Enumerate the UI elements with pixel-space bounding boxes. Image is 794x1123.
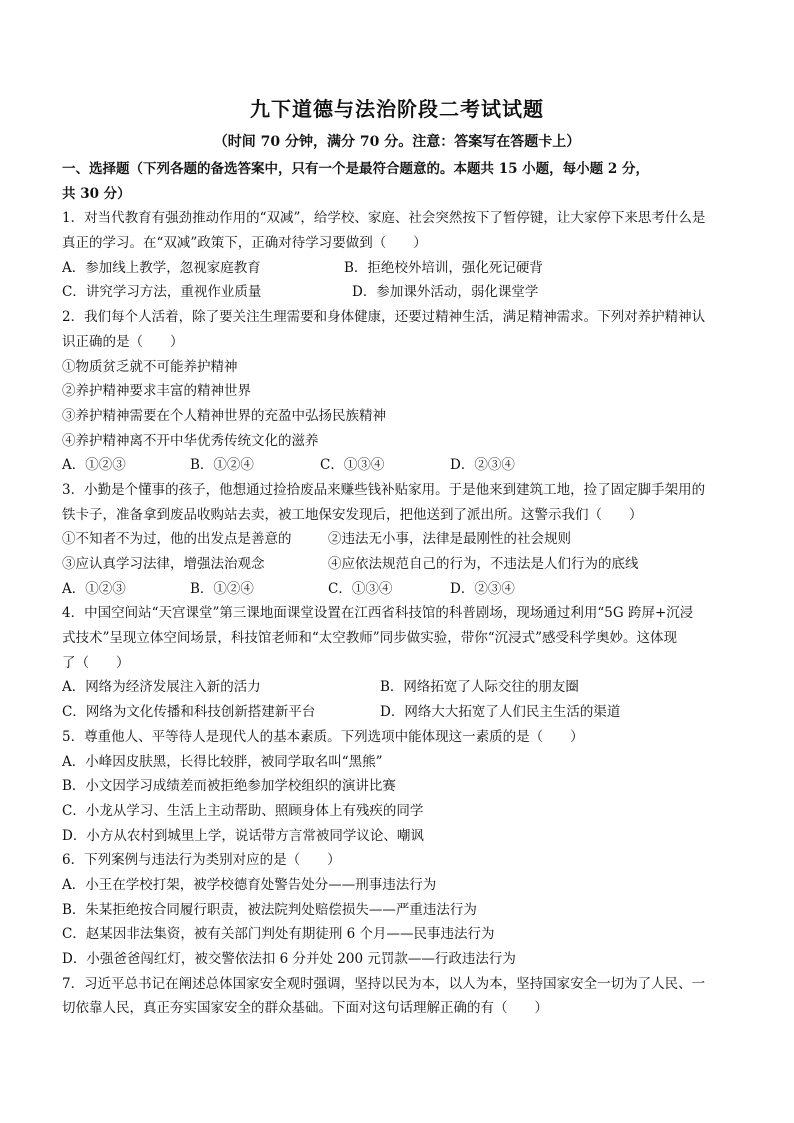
q2-option-a: A．①②③: [62, 457, 126, 474]
q3-statement-3: ③应认真学习法律，增强法治观念: [62, 556, 265, 572]
q1-stem: 1．对当代教育有强劲推动作用的“双减”，给学校、家庭、社会突然按下了暂停键，让大家停下来思考什么是: [62, 210, 706, 227]
q5-option-d: D．小方从农村到城里上学，说话带方言常被同学议论、嘲讽: [62, 827, 424, 844]
q7-stem-cont: 切依靠人民，真正夯实国家安全的群众基础。下面对这句话理解正确的有（ ）: [62, 1000, 548, 1017]
q2-stem: 2．我们每个人活着，除了要关注生理需要和身体健康，还要过精神生活，满足精神需求。下列对养护精神认: [62, 309, 706, 326]
q5-option-c: C．小龙从学习、生活上主动帮助、照顾身体上有残疾的同学: [62, 802, 424, 819]
page-title: 九下道德与法治阶段二考试试题: [250, 97, 544, 121]
q3-option-a: A．①②③: [62, 580, 126, 597]
q3-option-d: D．②③④: [450, 580, 515, 597]
q4-options-ab: [62, 675, 734, 700]
q3-stem: 3．小勤是个懂事的孩子，他想通过捡拾废品来赚些钱补贴家用。于是他来到建筑工地，捡了固定脚手架用的: [62, 481, 706, 498]
q3-statements-12: [62, 527, 734, 552]
q2-statement-3: ③养护精神需要在个人精神世界的充盈中弘扬民族精神: [62, 407, 386, 424]
q1-option-a: A．参加线上教学，忽视家庭教育: [62, 259, 261, 276]
q1-stem-cont: 真正的学习。在“双减”政策下，正确对待学习要做到（ ）: [62, 235, 427, 252]
q2-option-b: B．①②④: [190, 457, 254, 474]
q1-option-c: C．讲究学习方法，重视作业质量: [62, 284, 262, 301]
q6-option-a: A．小王在学校打架，被学校德育处警告处分——刑事违法行为: [62, 876, 437, 893]
q1-options-cd: [62, 280, 734, 305]
q4-option-d: D．网络大大拓宽了人们民主生活的渠道: [380, 704, 621, 721]
q4-stem-cont: 式技术”呈现立体空间场景，科技馆老师和“太空教师”同步做实验，带你“沉浸式”感受科学奥妙。这体现: [62, 630, 678, 647]
q7-stem: 7．习近平总书记在阐述总体国家安全观时强调，坚持以民为本，以人为本，坚持国家安全一切为了人民、一: [62, 975, 706, 992]
exam-instructions: （时间 70 分钟，满分 70 分。注意：答案写在答题卡上）: [213, 134, 581, 150]
q2-option-c: C．①③④: [320, 457, 385, 474]
q3-options: [62, 577, 734, 602]
q6-stem: 6．下列案例与违法行为类别对应的是（ ）: [62, 852, 341, 869]
q3-statement-1: ①不知者不为过，他的出发点是善意的: [62, 531, 292, 548]
q4-options-cd: [62, 700, 734, 725]
q2-options: [62, 453, 734, 478]
q1-options-ab: [62, 256, 734, 281]
q3-option-b: B．①②④: [190, 580, 254, 597]
q5-option-a: A．小峰因皮肤黑，长得比较胖，被同学取名叫“黑熊”: [62, 753, 383, 770]
q6-option-b: B．朱某拒绝按合同履行职责，被法院判处赔偿损失——严重违法行为: [62, 901, 477, 918]
q3-option-c: C．①③④: [328, 580, 393, 597]
q4-stem-cont-2: 了（ ）: [62, 654, 130, 671]
section-heading-cont: 共 30 分）: [62, 185, 131, 202]
q2-statement-4: ④养护精神离不开中华优秀传统文化的滋养: [62, 432, 319, 449]
q3-statement-4: ④应依法规范自己的行为，不违法是人们行为的底线: [328, 556, 639, 572]
q3-statements-34: [62, 552, 734, 577]
q2-statement-1: ①物质贫乏就不可能养护精神: [62, 358, 238, 375]
q3-statement-2: ②违法无小事，法律是最刚性的社会规则: [328, 531, 571, 548]
q1-option-d: D．参加课外活动，弱化课堂学: [352, 284, 539, 301]
q4-option-c: C．网络为文化传播和科技创新搭建新平台: [62, 704, 316, 721]
q1-option-b: B．拒绝校外培训，强化死记硬背: [344, 259, 543, 276]
q4-stem: 4．中国空间站“天宫课堂”第三课地面课堂设置在江西省科技馆的科普剧场，现场通过利用“5G 跨屏+沉浸: [62, 605, 694, 622]
q4-option-a: A．网络为经济发展注入新的活力: [62, 679, 261, 696]
q2-statement-2: ②养护精神要求丰富的精神世界: [62, 383, 251, 400]
q5-option-b: B．小文因学习成绩差而被拒绝参加学校组织的演讲比赛: [62, 778, 396, 795]
q2-stem-cont: 识正确的是（ ）: [62, 333, 184, 350]
question-content: [62, 157, 734, 1021]
q2-option-d: D．②③④: [450, 457, 515, 474]
q6-option-d: D．小强爸爸闯红灯，被交警依法扣 6 分并处 200 元罚款——行政违法行为: [62, 951, 516, 967]
q4-option-b: B．网络拓宽了人际交往的朋友圈: [380, 679, 579, 696]
section-heading: 一、选择题（下列各题的备选答案中，只有一个是最符合题意的。本题共 15 小题，每小题 2 分，: [62, 161, 649, 177]
q3-stem-cont: 铁卡子，准备拿到废品收购站去卖，被工地保安发现后，把他送到了派出所。这警示我们（ ）: [62, 506, 643, 523]
q6-option-c: C．赵某因非法集资，被有关部门判处有期徒刑 6 个月——民事违法行为: [62, 926, 495, 943]
q5-stem: 5．尊重他人、平等待人是现代人的基本素质。下列选项中能体现这一素质的是（ ）: [62, 728, 584, 745]
